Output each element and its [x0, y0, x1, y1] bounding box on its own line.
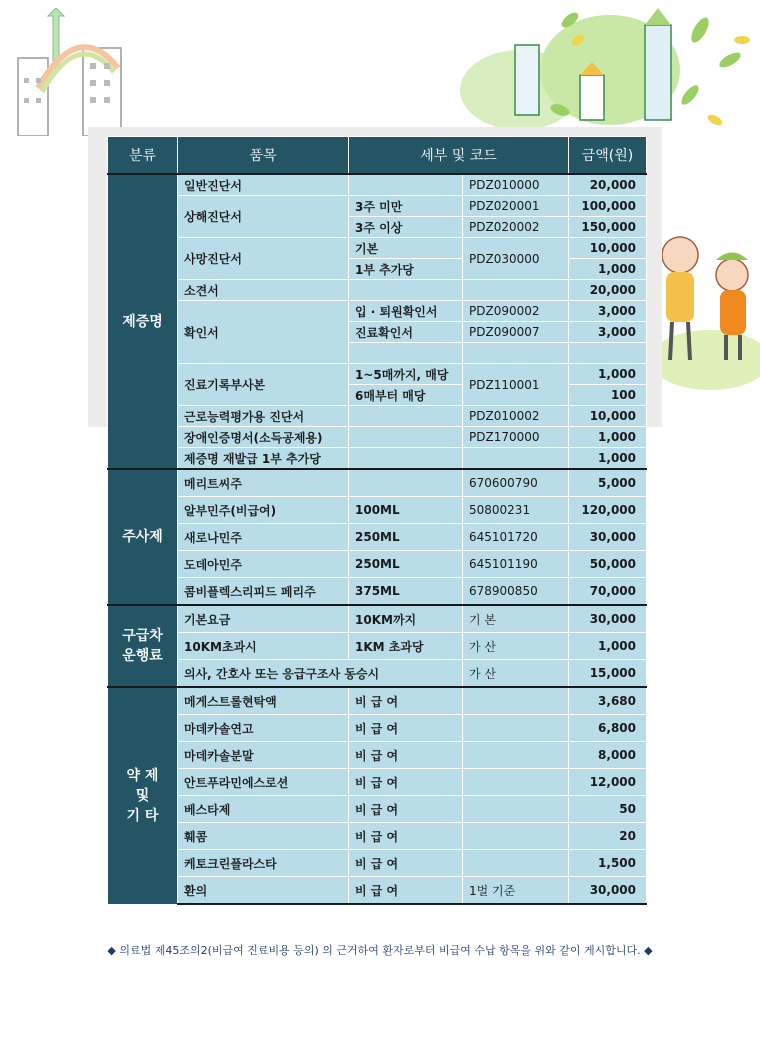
table-row	[108, 850, 647, 877]
item-code	[463, 448, 569, 470]
item-code: 기 본	[463, 605, 569, 633]
item-amount: 1,500	[569, 850, 647, 877]
table-row	[108, 633, 647, 660]
table-row	[108, 427, 647, 448]
item-code: PDZ090007	[463, 322, 569, 343]
item-detail	[349, 280, 463, 301]
table-row	[108, 406, 647, 427]
item-amount: 1,000	[569, 427, 647, 448]
item-amount: 100	[569, 385, 647, 406]
item-name: 일반진단서	[178, 174, 349, 196]
category-line: 구급차	[122, 628, 163, 644]
table-row	[108, 280, 647, 301]
item-detail: 10KM까지	[349, 605, 463, 633]
item-name: 메게스트롤현탁액	[178, 687, 349, 715]
item-detail	[349, 406, 463, 427]
item-code: PDZ030000	[463, 238, 569, 280]
item-amount: 15,000	[569, 660, 647, 688]
item-amount: 20,000	[569, 174, 647, 196]
item-detail: 비 급 여	[349, 823, 463, 850]
item-detail: 3주 미만	[349, 196, 463, 217]
category-cell	[108, 605, 178, 687]
table-row	[108, 715, 647, 742]
item-detail: 진료확인서	[349, 322, 463, 343]
item-detail	[349, 448, 463, 470]
header-amount: 금액(원)	[569, 137, 647, 175]
header-detail-code: 세부 및 코드	[349, 137, 569, 175]
table-row	[108, 605, 647, 633]
item-code	[463, 823, 569, 850]
item-amount: 12,000	[569, 769, 647, 796]
item-name: 의사, 간호사 또는 응급구조사 동승시	[178, 660, 463, 688]
item-name: 알부민주(비급여)	[178, 497, 349, 524]
item-amount: 50,000	[569, 551, 647, 578]
item-code: 670600790	[463, 469, 569, 497]
legal-notice: ◆ 의료법 제45조의2(비급여 진료비용 등의) 의 근거하여 환자로부터 비급여 수납 항목을 위와 같이 게시합니다. ◆	[107, 944, 653, 957]
item-detail	[349, 343, 463, 364]
item-code	[463, 687, 569, 715]
category-cell	[108, 687, 178, 904]
item-amount: 3,000	[569, 301, 647, 322]
item-detail: 1~5매까지, 매당	[349, 364, 463, 385]
item-code: PDZ170000	[463, 427, 569, 448]
item-code: PDZ020001	[463, 196, 569, 217]
item-amount: 3,000	[569, 322, 647, 343]
item-name: 사망진단서	[178, 238, 349, 280]
item-detail: 비 급 여	[349, 687, 463, 715]
category-line: 운행료	[122, 648, 163, 664]
item-detail: 6매부터 매당	[349, 385, 463, 406]
item-code: PDZ110001	[463, 364, 569, 406]
item-name: 제증명 재발급 1부 추가당	[178, 448, 349, 470]
item-detail: 비 급 여	[349, 850, 463, 877]
table-row	[108, 469, 647, 497]
table-row	[108, 660, 647, 688]
item-amount: 3,680	[569, 687, 647, 715]
table-row	[108, 742, 647, 769]
item-amount: 8,000	[569, 742, 647, 769]
category-line: 및	[135, 787, 150, 804]
item-amount: 100,000	[569, 196, 647, 217]
item-amount: 5,000	[569, 469, 647, 497]
item-name: 케토크린플라스타	[178, 850, 349, 877]
item-code	[463, 715, 569, 742]
item-detail: 비 급 여	[349, 769, 463, 796]
item-name: 상해진단서	[178, 196, 349, 238]
item-name: 메리트씨주	[178, 469, 349, 497]
table-row	[108, 301, 647, 322]
item-amount: 70,000	[569, 578, 647, 606]
table-row	[108, 877, 647, 905]
item-amount: 120,000	[569, 497, 647, 524]
item-code	[463, 796, 569, 823]
table-row	[108, 448, 647, 470]
item-name: 소견서	[178, 280, 349, 301]
table-row	[108, 196, 647, 217]
item-amount: 20,000	[569, 280, 647, 301]
item-detail: 기본	[349, 238, 463, 259]
item-detail: 3주 이상	[349, 217, 463, 238]
item-name: 10KM초과시	[178, 633, 349, 660]
item-code: 가 산	[463, 633, 569, 660]
item-code: 678900850	[463, 578, 569, 606]
item-name: 확인서	[178, 301, 349, 364]
item-code: PDZ090002	[463, 301, 569, 322]
table-row	[108, 364, 647, 385]
item-code: PDZ010000	[463, 174, 569, 196]
item-detail: 250ML	[349, 524, 463, 551]
item-amount: 10,000	[569, 238, 647, 259]
table-header-row	[108, 137, 647, 175]
item-code: 1벌 기준	[463, 877, 569, 905]
header-item: 품목	[178, 137, 349, 175]
item-name: 마데카솔연고	[178, 715, 349, 742]
item-amount: 1,000	[569, 633, 647, 660]
item-detail: 100ML	[349, 497, 463, 524]
item-detail: 250ML	[349, 551, 463, 578]
table-row	[108, 551, 647, 578]
item-amount: 150,000	[569, 217, 647, 238]
item-name: 장애인증명서(소득공제용)	[178, 427, 349, 448]
item-detail: 비 급 여	[349, 877, 463, 905]
item-amount: 20	[569, 823, 647, 850]
item-name: 콤비플렉스리피드 페리주	[178, 578, 349, 606]
table-row	[108, 174, 647, 196]
item-name: 기본요금	[178, 605, 349, 633]
item-detail	[349, 174, 463, 196]
table-row	[108, 497, 647, 524]
item-code: PDZ010002	[463, 406, 569, 427]
table-row	[108, 823, 647, 850]
item-name: 도데아민주	[178, 551, 349, 578]
item-amount: 50	[569, 796, 647, 823]
item-name: 베스타제	[178, 796, 349, 823]
table-row	[108, 769, 647, 796]
item-code: 645101190	[463, 551, 569, 578]
table-row	[108, 524, 647, 551]
item-name: 환의	[178, 877, 349, 905]
item-name: 훼콤	[178, 823, 349, 850]
fee-table	[107, 136, 647, 905]
green-city-leaves-illustration	[460, 0, 760, 140]
item-detail: 375ML	[349, 578, 463, 606]
item-code	[463, 742, 569, 769]
table-row	[108, 238, 647, 259]
item-code: 가 산	[463, 660, 569, 688]
category-line: 기 타	[126, 807, 159, 824]
item-name: 진료기록부사본	[178, 364, 349, 406]
item-amount: 30,000	[569, 877, 647, 905]
category-cell: 주사제	[108, 469, 178, 605]
item-amount	[569, 343, 647, 364]
item-code	[463, 850, 569, 877]
table-row	[108, 687, 647, 715]
item-detail	[349, 469, 463, 497]
item-code	[463, 343, 569, 364]
item-code: 645101720	[463, 524, 569, 551]
item-detail: 1KM 초과당	[349, 633, 463, 660]
item-amount: 10,000	[569, 406, 647, 427]
item-name: 마데카솔분말	[178, 742, 349, 769]
item-name: 안트푸라민에스로션	[178, 769, 349, 796]
item-code	[463, 280, 569, 301]
category-line: 약 제	[126, 767, 159, 784]
item-detail	[349, 427, 463, 448]
item-detail: 입 · 퇴원확인서	[349, 301, 463, 322]
item-detail: 비 급 여	[349, 742, 463, 769]
item-name: 새로나민주	[178, 524, 349, 551]
item-amount: 6,800	[569, 715, 647, 742]
item-code: PDZ020002	[463, 217, 569, 238]
item-amount: 1,000	[569, 259, 647, 280]
table-row	[108, 578, 647, 606]
item-amount: 30,000	[569, 605, 647, 633]
item-detail: 1부 추가당	[349, 259, 463, 280]
city-rainbow-illustration	[8, 8, 148, 136]
item-detail: 비 급 여	[349, 796, 463, 823]
item-amount: 1,000	[569, 448, 647, 470]
item-code: 50800231	[463, 497, 569, 524]
item-amount: 30,000	[569, 524, 647, 551]
item-amount: 1,000	[569, 364, 647, 385]
header-category: 분류	[108, 137, 178, 175]
item-name: 근로능력평가용 진단서	[178, 406, 349, 427]
item-detail: 비 급 여	[349, 715, 463, 742]
table-row	[108, 796, 647, 823]
item-code	[463, 769, 569, 796]
category-cell: 제증명	[108, 174, 178, 469]
